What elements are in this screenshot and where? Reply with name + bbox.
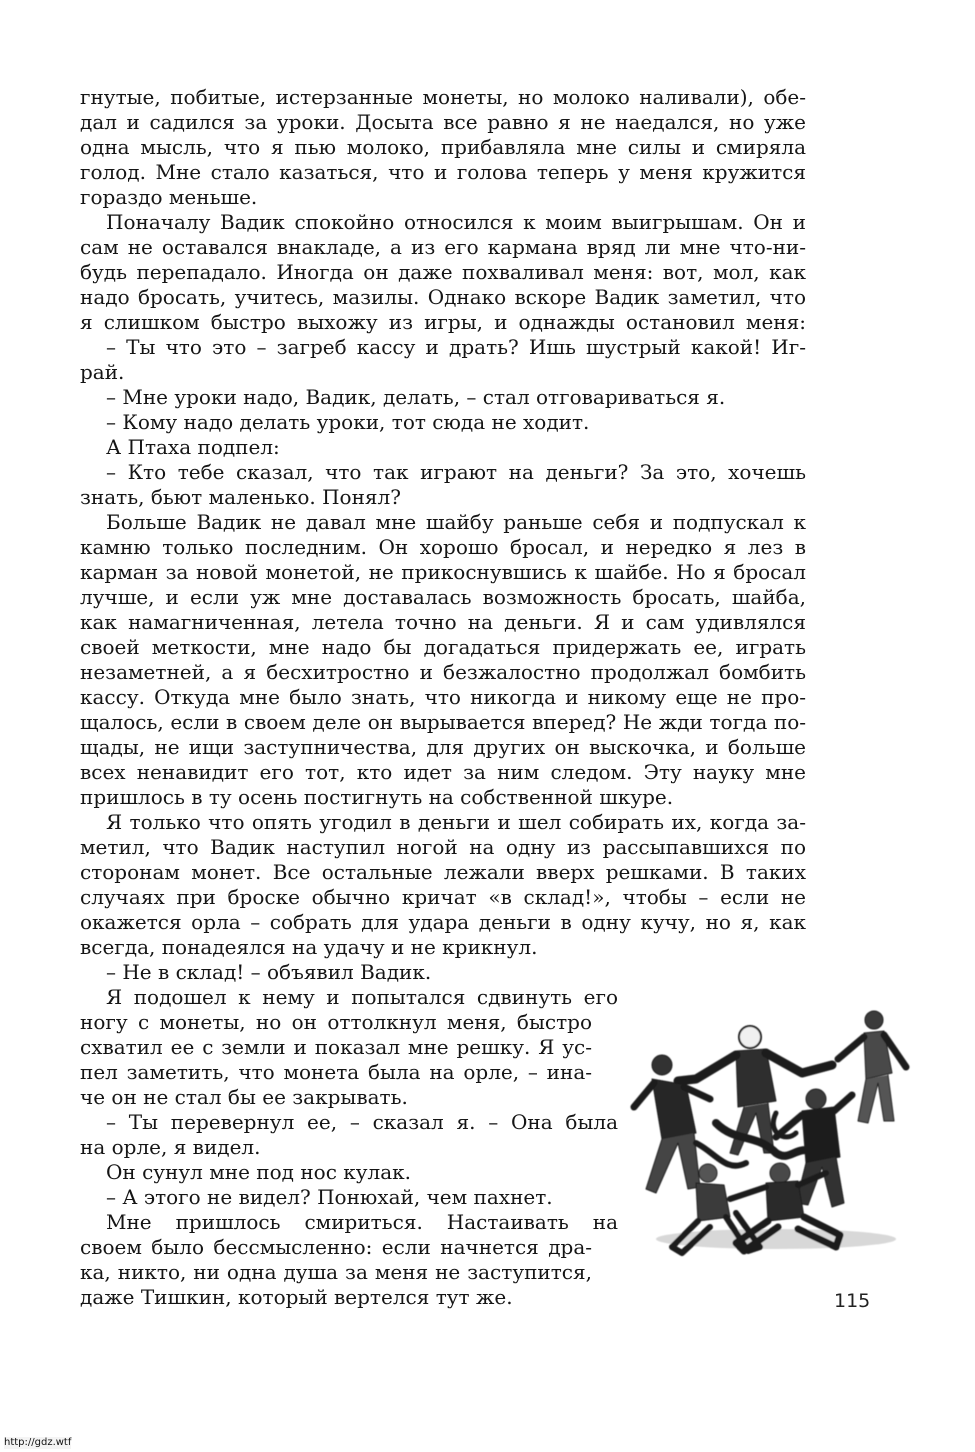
watermark-url: http://gdz.wtf	[4, 1437, 72, 1448]
text-line: Больше Вадик не давал мне шайбу раньше себя и подпускал к	[106, 510, 806, 534]
text-line: гнутые, побитые, истерзанные монеты, но молоко наливали), обе-	[80, 85, 806, 109]
text-line: сторонам монет. Все остальные лежали вверх решками. В таких	[80, 860, 806, 884]
text-line: – Ты что это – загреб кассу и драть? Ишь шустрый какой! Иг-	[106, 335, 806, 359]
text-line: всех ненавидит его тот, кто идет за ним следом. Эту науку мне	[80, 760, 806, 784]
text-line: пришлось в ту осень постигнуть на собственной шкуре.	[80, 785, 674, 809]
text-line: будь перепадало. Иногда он даже похваливал меня: вот, мол, как	[80, 260, 806, 284]
text-line: схватил ее с земли и показал мне решку. Я ус-	[80, 1035, 592, 1059]
text-line: Он сунул мне под нос кулак.	[106, 1160, 412, 1184]
text-line: даже Тишкин, который вертелся тут же.	[80, 1285, 513, 1309]
text-line: карман за новой монетой, не прикоснувшись к шайбе. Но я бросал	[80, 560, 806, 584]
text-line: своей меткости, мне надо бы догадаться придержать ее, играть	[80, 635, 806, 659]
text-line: – Ты перевернул ее, – сказал я. – Она была	[106, 1110, 618, 1134]
text-line: Я подошел к нему и попытался сдвинуть его	[106, 985, 618, 1009]
text-line: рай.	[80, 360, 125, 384]
text-line: случаях при броске обычно кричат «в склад!», чтобы – если не	[80, 885, 806, 909]
text-line: Поначалу Вадик спокойно относился к моим выигрышам. Он и	[106, 210, 806, 234]
text-line: как намагниченная, летела точно на деньги. Я и сам удивлялся	[80, 610, 806, 634]
text-line: – Кто тебе сказал, что так играют на деньги? За это, хочешь	[106, 460, 806, 484]
text-line: лучше, и если уж мне доставалась возможность бросать, шайба,	[80, 585, 806, 609]
text-line: Мне пришлось смириться. Настаивать на	[106, 1210, 618, 1234]
text-line: всегда, понадеялся на удачу и не крикнул.	[80, 935, 538, 959]
text-line: – Не в склад! – объявил Вадик.	[106, 960, 432, 984]
text-line: дал и садился за уроки. Досыта все равно я не наедался, но уже	[80, 110, 806, 134]
text-line: окажется орла – собрать для удара деньги в одну кучу, но я, как	[80, 910, 806, 934]
text-line: че он не стал бы ее закрывать.	[80, 1085, 408, 1109]
text-line: незаметней, а я бесхитростно и безжалостно продолжал бомбить	[80, 660, 806, 684]
page-number: 115	[834, 1290, 871, 1312]
text-line: А Птаха подпел:	[106, 435, 280, 459]
text-line: кассу. Откуда мне было знать, что никогда и никому еще не про-	[80, 685, 806, 709]
text-line: щалось, если в своем деле он вырывается вперед? Не жди тогда по-	[80, 710, 806, 734]
text-line: – Мне уроки надо, Вадик, делать, – стал отговариваться я.	[106, 385, 726, 409]
text-line: камню только последним. Он хорошо бросал, и нередко я лез в	[80, 535, 806, 559]
text-line: метил, что Вадик наступил ногой на одну из рассыпавшихся по	[80, 835, 806, 859]
text-line: своем было бессмысленно: если начнется дра-	[80, 1235, 592, 1259]
text-line: гораздо меньше.	[80, 185, 258, 209]
text-line: надо бросать, учитесь, мазилы. Однако вскоре Вадик заметил, что	[80, 285, 806, 309]
text-line: голод. Мне стало казаться, что и голова теперь у меня кружится	[80, 160, 806, 184]
text-line: я слишком быстро выхожу из игры, и однажды остановил меня:	[80, 310, 806, 334]
text-line: Я только что опять угодил в деньги и шел собирать их, когда за-	[106, 810, 806, 834]
text-line: знать, бьют маленько. Понял?	[80, 485, 401, 509]
illustration-fighting-boys	[626, 1003, 926, 1271]
text-line: сам не оставался внакладе, а из его кармана вряд ли мне что-ни-	[80, 235, 806, 259]
text-line: пел заметить, что монета была на орле, – ина-	[80, 1060, 592, 1084]
text-line: – Кому надо делать уроки, тот сюда не ходит.	[106, 410, 590, 434]
text-line: – А этого не видел? Понюхай, чем пахнет.	[106, 1185, 553, 1209]
text-line: щады, не ищи заступничества, для других он выскочка, и больше	[80, 735, 806, 759]
text-line: на орле, я видел.	[80, 1135, 261, 1159]
text-line: ка, никто, ни одна душа за меня не заступится,	[80, 1260, 592, 1284]
text-line: одна мысль, что я пью молоко, прибавляла мне силы и смиряла	[80, 135, 806, 159]
text-line: ногу с монеты, но он оттолкнул меня, быстро	[80, 1010, 592, 1034]
